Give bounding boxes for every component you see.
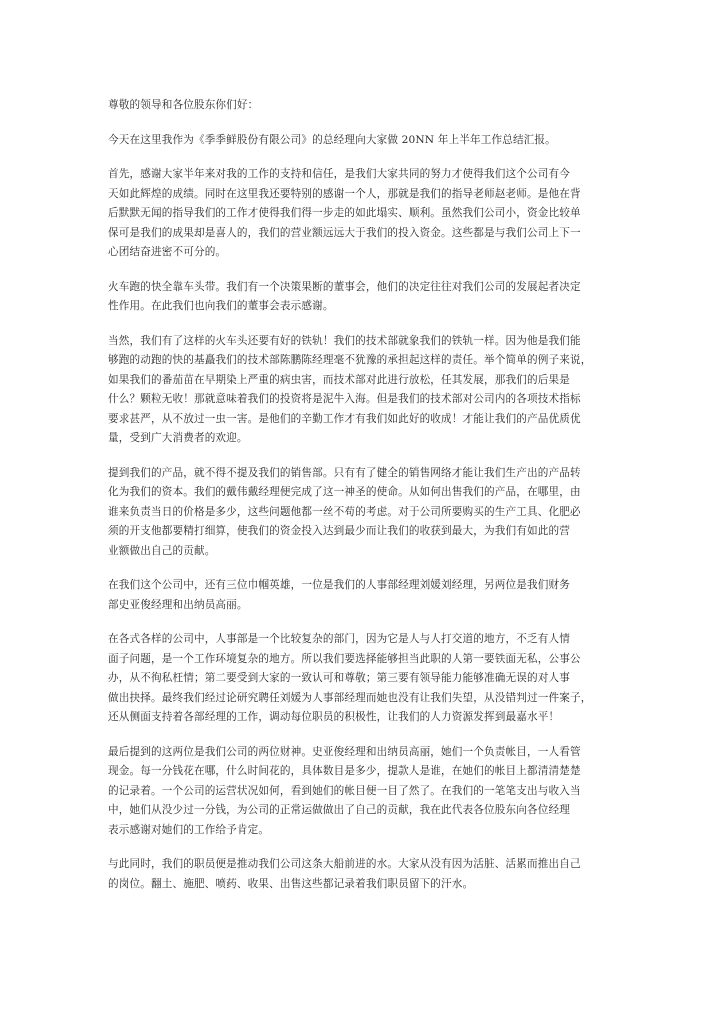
- paragraph: [108, 576, 620, 615]
- text-line: 尊敬的领导和各位股东你们好：: [108, 99, 259, 111]
- text-line: 在各式各样的公司中，人事部是一个比较复杂的部门，因为它是人与人打交道的地方，不乏有人情: [108, 633, 570, 645]
- paragraph: [108, 131, 620, 151]
- text-line: 天如此辉煌的成绩。同时在这里我还要特别的感谢一个人，那就是我们的指导老师赵老师。是他在背: [108, 187, 581, 200]
- text-line: 如果我们的番茄苗在早期染上严重的病虫害，而技术部对此进行放松，任其发展，那我们的后果是: [108, 373, 570, 386]
- text-line: 提到我们的产品，就不得不提及我们的销售部。只有有了健全的销售网络才能让我们生产出的产品转: [108, 466, 581, 479]
- text-line: 保可是我们的成果却是喜人的，我们的营业额远远大于我们的投入资金。这些都是与我们公司上下一: [108, 226, 581, 239]
- text-line: 须的开支他都要精打细算，使我们的资金投入达到最少而让我们的收获到最大，为我们有如此的营: [108, 525, 570, 537]
- text-line: 火车跑的快全靠车头带。我们有一个决策果断的董事会，他们的决定往往对我们公司的发展起者决定: [108, 280, 581, 293]
- text-line: 与此同时，我们的职员便是推动我们公司这条大船前进的水。大家从没有因为活脏、活累而推出自己: [108, 858, 581, 870]
- text-line: 业额做出自己的贡献。: [108, 544, 216, 557]
- paragraph: [108, 165, 620, 263]
- text-line: 在我们这个公司中，还有三位巾帼英雄，一位是我们的人事部经理刘媛刘经理，另两位是我们财务: [108, 579, 570, 591]
- text-line: 今天在这里我作为《季季鲜股份有限公司》的总经理向大家做 20NN 年上半年工作总结汇报。: [108, 133, 556, 146]
- paragraph: [108, 743, 620, 841]
- paragraph: [108, 464, 620, 562]
- text-line: 谁来负责当日的价格是多少，这些问题他都一丝不苟的考虑。对于公司所要购买的生产工具、化肥必: [108, 505, 581, 518]
- text-line: 要求甚严，从不放过一虫一害。是他们的辛勤工作才有我们如此好的收成！才能让我们的产品优质优: [108, 412, 581, 425]
- text-line: 后默默无闻的指导我们的工作才使得我们得一步走的如此塌实、顺利。虽然我们公司小，资金比较单: [108, 207, 581, 219]
- text-line: 够跑的动跑的快的基矗我们的技术部陈鹏陈经理毫不犹豫的承担起这样的责任。举个简单的例子来说，: [108, 354, 592, 366]
- text-line: 最后提到的这两位是我们公司的两位财神。史亚俊经理和出纳员高丽，她们一个负责帐目，一人看管: [108, 745, 581, 758]
- text-line: 性作用。在此我们也向我们的董事会表示感谢。: [108, 300, 334, 312]
- text-line: 什么？颗粒无收！那就意味着我们的投资将是泥牛入海。但是我们的技术部对公司内的各项技术指标: [108, 393, 581, 405]
- text-line: 的记录着。一个公司的运营状况如何，看到她们的帐目便一目了然了。在我们的一笔笔支出与收入当: [108, 784, 581, 797]
- text-line: 部史亚俊经理和出纳员高丽。: [108, 598, 248, 611]
- text-line: 中，她们从没少过一分钱，为公司的正常运做做出了自己的贡献，我在此代表各位股东向各位经理: [108, 804, 570, 816]
- text-line: 做出抉择。最终我们经过论研究聘任刘媛为人事部经理而她也没有让我们失望，从没错判过一件案子，: [108, 691, 592, 704]
- text-line: 表示感谢对她们的工作给予肯定。: [108, 823, 270, 836]
- text-line: 心团结奋进密不可分的。: [108, 246, 227, 258]
- text-line: 首先，感谢大家半年来对我的工作的支持和信任，是我们大家共同的努力才使得我们这个公司有今: [108, 168, 570, 180]
- text-line: 现金。每一分钱花在哪，什么时间花的，具体数目是多少，提款人是谁，在她们的帐目上都清清楚楚: [108, 765, 581, 777]
- paragraph: [108, 96, 620, 116]
- text-line: 量，受到广大消费者的欢迎。: [108, 432, 248, 444]
- paragraph: [108, 278, 620, 317]
- paragraph: [108, 630, 620, 728]
- text-line: 办，从不徇私枉情；第二要受到大家的一致认可和尊敬；第三要有领导能力能够准确无误的对人事: [108, 672, 570, 684]
- paragraph: [108, 855, 620, 894]
- text-line: 的岗位。翻土、施肥、喷药、收果、出售这些都记录着我们职员留下的汗水。: [108, 877, 474, 890]
- text-line: 面子问题，是一个工作环境复杂的地方。所以我们要选择能够担当此职的人第一要铁面无私，公事公: [108, 652, 581, 665]
- text-line: 化为我们的资本。我们的戴伟戴经理便完成了这一神圣的使命。从如何出售我们的产品，在哪里，由: [108, 486, 581, 498]
- paragraph: [108, 332, 620, 449]
- text-line: 当然，我们有了这样的火车头还要有好的铁轨！我们的技术部就象我们的铁轨一样。因为他是我们能: [108, 334, 581, 347]
- text-line: 还从侧面支持着各部经理的工作，调动每位职员的积极性，让我们的人力资源发挥到最嘉水平！: [108, 711, 560, 723]
- document-body: [108, 96, 620, 909]
